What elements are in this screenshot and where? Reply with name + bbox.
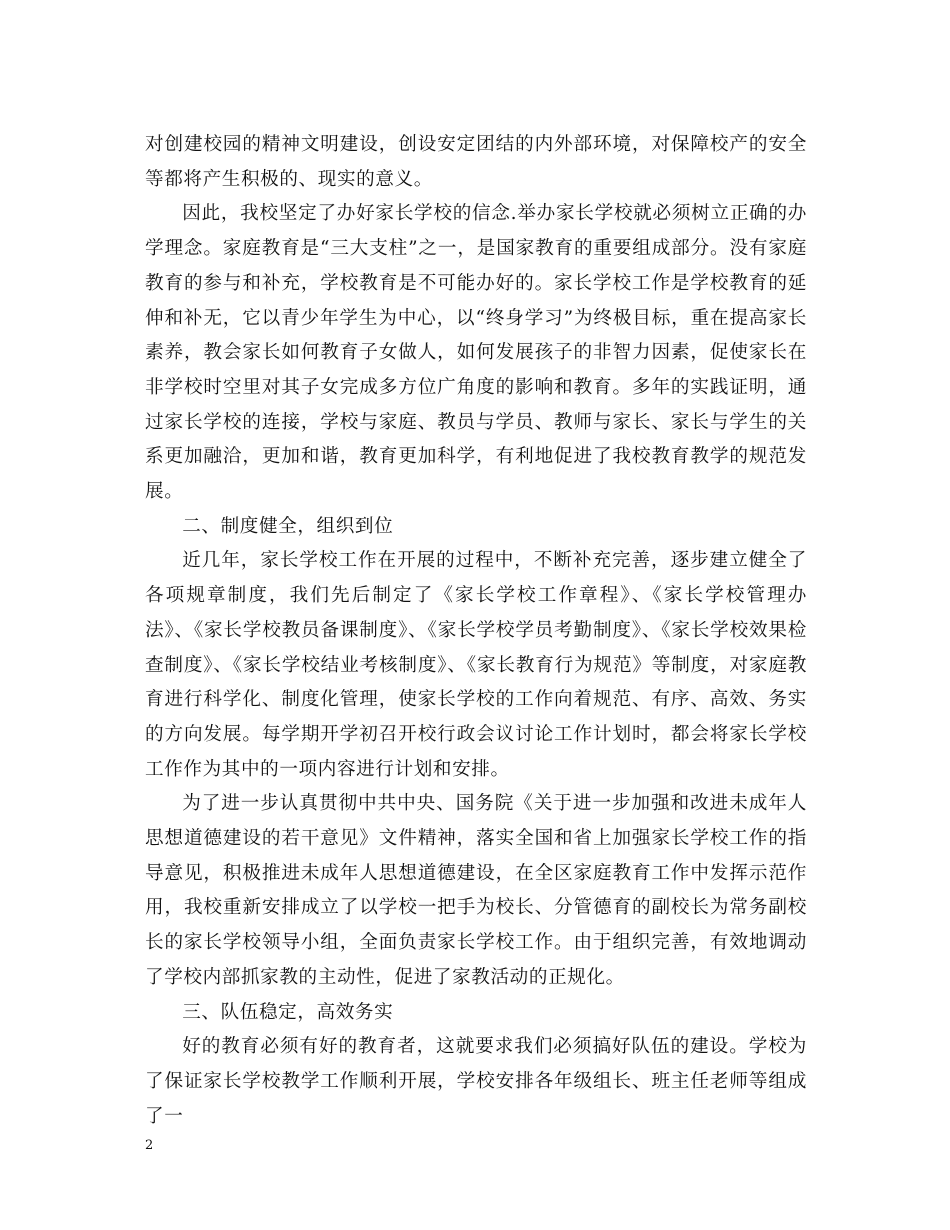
paragraph-5: 好的教育必须有好的教育者，这就要求我们必须搞好队伍的建设。学校为了保证家长学校教学工作顺利开展，学校安排各年级组长、班主任老师等组成了一 <box>145 1036 807 1127</box>
paragraph-1: 对创建校园的精神文明建设，创设安定团结的内外部环境，对保障校产的安全等都将产生积极的、现实的意义。 <box>145 134 807 190</box>
section-heading-3: 三、队伍稳定，高效务实 <box>182 1001 394 1023</box>
paragraph-3: 近几年，家长学校工作在开展的过程中，不断补充完善，逐步建立健全了各项规章制度，我们先后制定了《家长学校工作章程》、《家长学校管理办法》、《家长学校教员备课制度》、《家长学校学员考勤制度》、《家长学校效果检查制度》、《家长学校结业考核制度》、《家长教育行为规范》等制度，对家庭教育进行科学化、制度化管理，使家长学校的工作向着规范、有序、高效、务实的方向发展。每学期开学初召开校行政会议讨论工作计划时，都会将家长学校工作作为其中的一项内容进行计划和安排。 <box>145 550 807 780</box>
paragraph-4: 为了进一步认真贯彻中共中央、国务院《关于进一步加强和改进未成年人思想道德建设的若干意见》文件精神，落实全国和省上加强家长学校工作的指导意见，积极推进未成年人思想道德建设，在全区家庭教育工作中发挥示范作用，我校重新安排成立了以学校一把手为校长、分管德育的副校长为常务副校长的家长学校领导小组，全面负责家长学校工作。由于组织完善，有效地调动了学校内部抓家教的主动性，促进了家教活动的正规化。 <box>145 793 807 988</box>
section-heading-2: 二、制度健全，组织到位 <box>182 515 394 537</box>
body-text <box>145 128 807 1134</box>
page-number: 2 <box>145 1138 154 1153</box>
paragraph-2: 因此，我校坚定了办好家长学校的信念.举办家长学校就必须树立正确的办学理念。家庭教育是“三大支柱”之一，是国家教育的重要组成部分。没有家庭教育的参与和补充，学校教育是不可能办好的。家长学校工作是学校教育的延伸和补无，它以青少年学生为中心，以“终身学习”为终极目标，重在提高家长素养，教会家长如何教育子女做人，如何发展孩子的非智力因素，促使家长在非学校时空里对其子女完成多方位广角度的影响和教育。多年的实践证明，通过家长学校的连接，学校与家庭、教员与学员、教师与家长、家长与学生的关系更加融洽，更加和谐，教育更加科学，有利地促进了我校教育教学的规范发展。 <box>145 203 807 503</box>
